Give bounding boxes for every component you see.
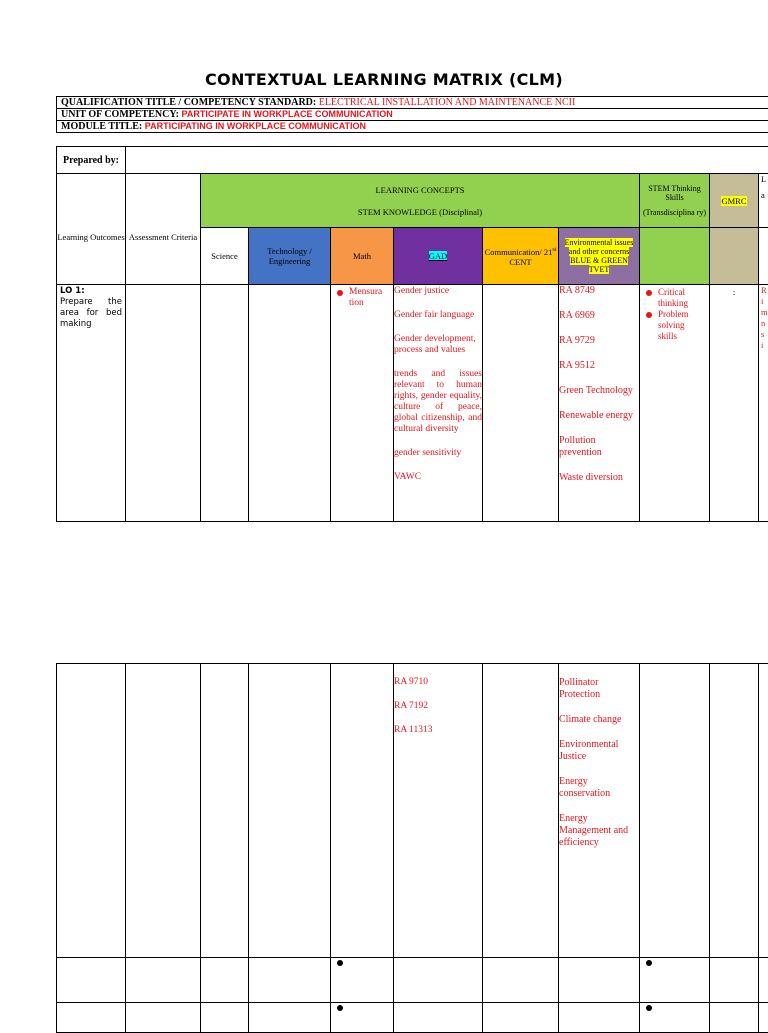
- env-item: Renewable energy: [559, 410, 639, 422]
- header-learning-concepts: [201, 174, 640, 228]
- learning-concepts-label: LEARNING CONCEPTS: [201, 185, 639, 195]
- module-row: [56, 120, 768, 133]
- bullet-icon: [646, 290, 652, 296]
- env-item: Pollinator Protection: [559, 677, 639, 701]
- stem-skill-item: Problem solving skills: [658, 309, 703, 342]
- row3-stem: [640, 958, 710, 1003]
- row4-math: [331, 1003, 394, 1033]
- unit-label: UNIT OF COMPETENCY:: [61, 109, 179, 120]
- lo1-stem-skills: [640, 285, 710, 522]
- header-gmrc-blank: [710, 228, 759, 285]
- lo1-gad: [394, 285, 483, 522]
- lo1-text: Prepare the area for bed making: [60, 297, 122, 330]
- matrix-table-top: [56, 146, 768, 522]
- header-partial-blank: [759, 228, 768, 285]
- gmrc-label: GMRC: [721, 196, 746, 206]
- env-item: Environmental Justice: [559, 739, 639, 763]
- row3-math: [331, 958, 394, 1003]
- header-learning-outcomes: Learning Outcomes: [57, 174, 126, 285]
- bullet-icon: [337, 1005, 343, 1011]
- qualification-value: ELECTRICAL INSTALLATION AND MAINTENANCE NCII: [319, 97, 576, 108]
- math-item: Mensuration: [349, 287, 383, 309]
- header-environmental: [559, 228, 640, 285]
- prepared-by-label: Prepared by:: [57, 147, 126, 174]
- row4-stem: [640, 1003, 710, 1033]
- env-item: Waste diversion: [559, 472, 639, 484]
- gad-item: Gender development, process and values: [394, 334, 482, 356]
- partial-char: m: [761, 307, 768, 318]
- partial-char: i: [761, 340, 768, 351]
- stem-skill-item: Critical thinking: [658, 287, 703, 309]
- header-gad: [394, 228, 483, 285]
- header-communication: [483, 228, 559, 285]
- stem-knowledge-label: STEM KNOWLEDGE (Disciplinal): [201, 207, 639, 217]
- env-item: RA 9512: [559, 360, 639, 372]
- partial-l: L: [761, 174, 768, 184]
- header-assessment-criteria: Assessment Criteria: [126, 174, 201, 285]
- env-item: Pollution prevention: [559, 435, 639, 459]
- lo1-heading: LO 1:: [60, 286, 122, 297]
- gad-item: RA 11313: [394, 725, 482, 736]
- env-label: Environmental issues and other concerns BLUE & GREEN TVET: [565, 238, 634, 274]
- qualification-label: QUALIFICATION TITLE / COMPETENCY STANDARD:: [61, 97, 316, 108]
- partial-char: s: [761, 329, 768, 340]
- gad-item: Gender justice: [394, 286, 482, 297]
- bullet-icon: [646, 1005, 652, 1011]
- row2-environmental: [559, 664, 640, 958]
- gad-label: GAD: [429, 251, 447, 261]
- unit-row: [56, 108, 768, 120]
- partial-char: n: [761, 318, 768, 329]
- gad-item: gender sensitivity: [394, 448, 482, 459]
- lo1-communication: [483, 285, 559, 522]
- env-item: Climate change: [559, 714, 639, 726]
- header-stem-thinking: [640, 174, 710, 228]
- matrix-table-bottom: [56, 663, 768, 1033]
- bullet-icon: [337, 290, 343, 296]
- header-partial: [759, 174, 768, 228]
- gad-item: RA 9710: [394, 677, 482, 688]
- header-math: Math: [331, 228, 394, 285]
- env-item: Green Technology: [559, 385, 639, 397]
- prepared-by-value: [126, 147, 768, 174]
- partial-a: a: [761, 190, 768, 200]
- env-item: Energy Management and efficiency: [559, 813, 639, 849]
- env-item: RA 9729: [559, 335, 639, 347]
- gad-item: VAWC: [394, 472, 482, 483]
- header-tech: Technology / Engineering: [249, 228, 331, 285]
- partial-char: R: [761, 285, 768, 296]
- lo1-gmrc: :: [710, 285, 759, 522]
- row2-gad: [394, 664, 483, 958]
- bullet-icon: [646, 960, 652, 966]
- page-title: CONTEXTUAL LEARNING MATRIX (CLM): [0, 70, 768, 89]
- lo1-science: [201, 285, 249, 522]
- header-science: Science: [201, 228, 249, 285]
- gad-item: Gender fair language: [394, 310, 482, 321]
- lo1-criteria: [126, 285, 201, 522]
- bullet-icon: [646, 312, 652, 318]
- module-value: PARTICIPATING IN WORKPLACE COMMUNICATION: [145, 121, 366, 131]
- env-item: Energy conservation: [559, 776, 639, 800]
- transdisciplinary-label: (Transdisciplina ry): [640, 208, 709, 217]
- env-item: RA 6969: [559, 310, 639, 322]
- stem-thinking-label: STEM Thinking Skills: [640, 184, 709, 202]
- lo1-partial: [759, 285, 768, 522]
- lo1-math: [331, 285, 394, 522]
- lo1-tech: [249, 285, 331, 522]
- module-label: MODULE TITLE:: [61, 121, 142, 132]
- partial-char: i: [761, 296, 768, 307]
- unit-value: PARTICIPATE IN WORKPLACE COMMUNICATION: [181, 109, 392, 119]
- gad-item: RA 7192: [394, 701, 482, 712]
- gad-item: trends and issues relevant to human rights, gender equality, culture of peace, global citizenship, and cultural diversity: [394, 369, 482, 435]
- comm-sup: st: [552, 247, 556, 253]
- env-item: RA 8749: [559, 285, 639, 297]
- lo1-cell: [57, 285, 126, 522]
- header-gmrc: [710, 174, 759, 228]
- comm-tail: CENT: [509, 257, 531, 267]
- qualification-row: [56, 96, 768, 108]
- bullet-icon: [337, 960, 343, 966]
- comm-label: Communication/ 21: [485, 247, 553, 257]
- lo1-environmental: [559, 285, 640, 522]
- header-stem-blank: [640, 228, 710, 285]
